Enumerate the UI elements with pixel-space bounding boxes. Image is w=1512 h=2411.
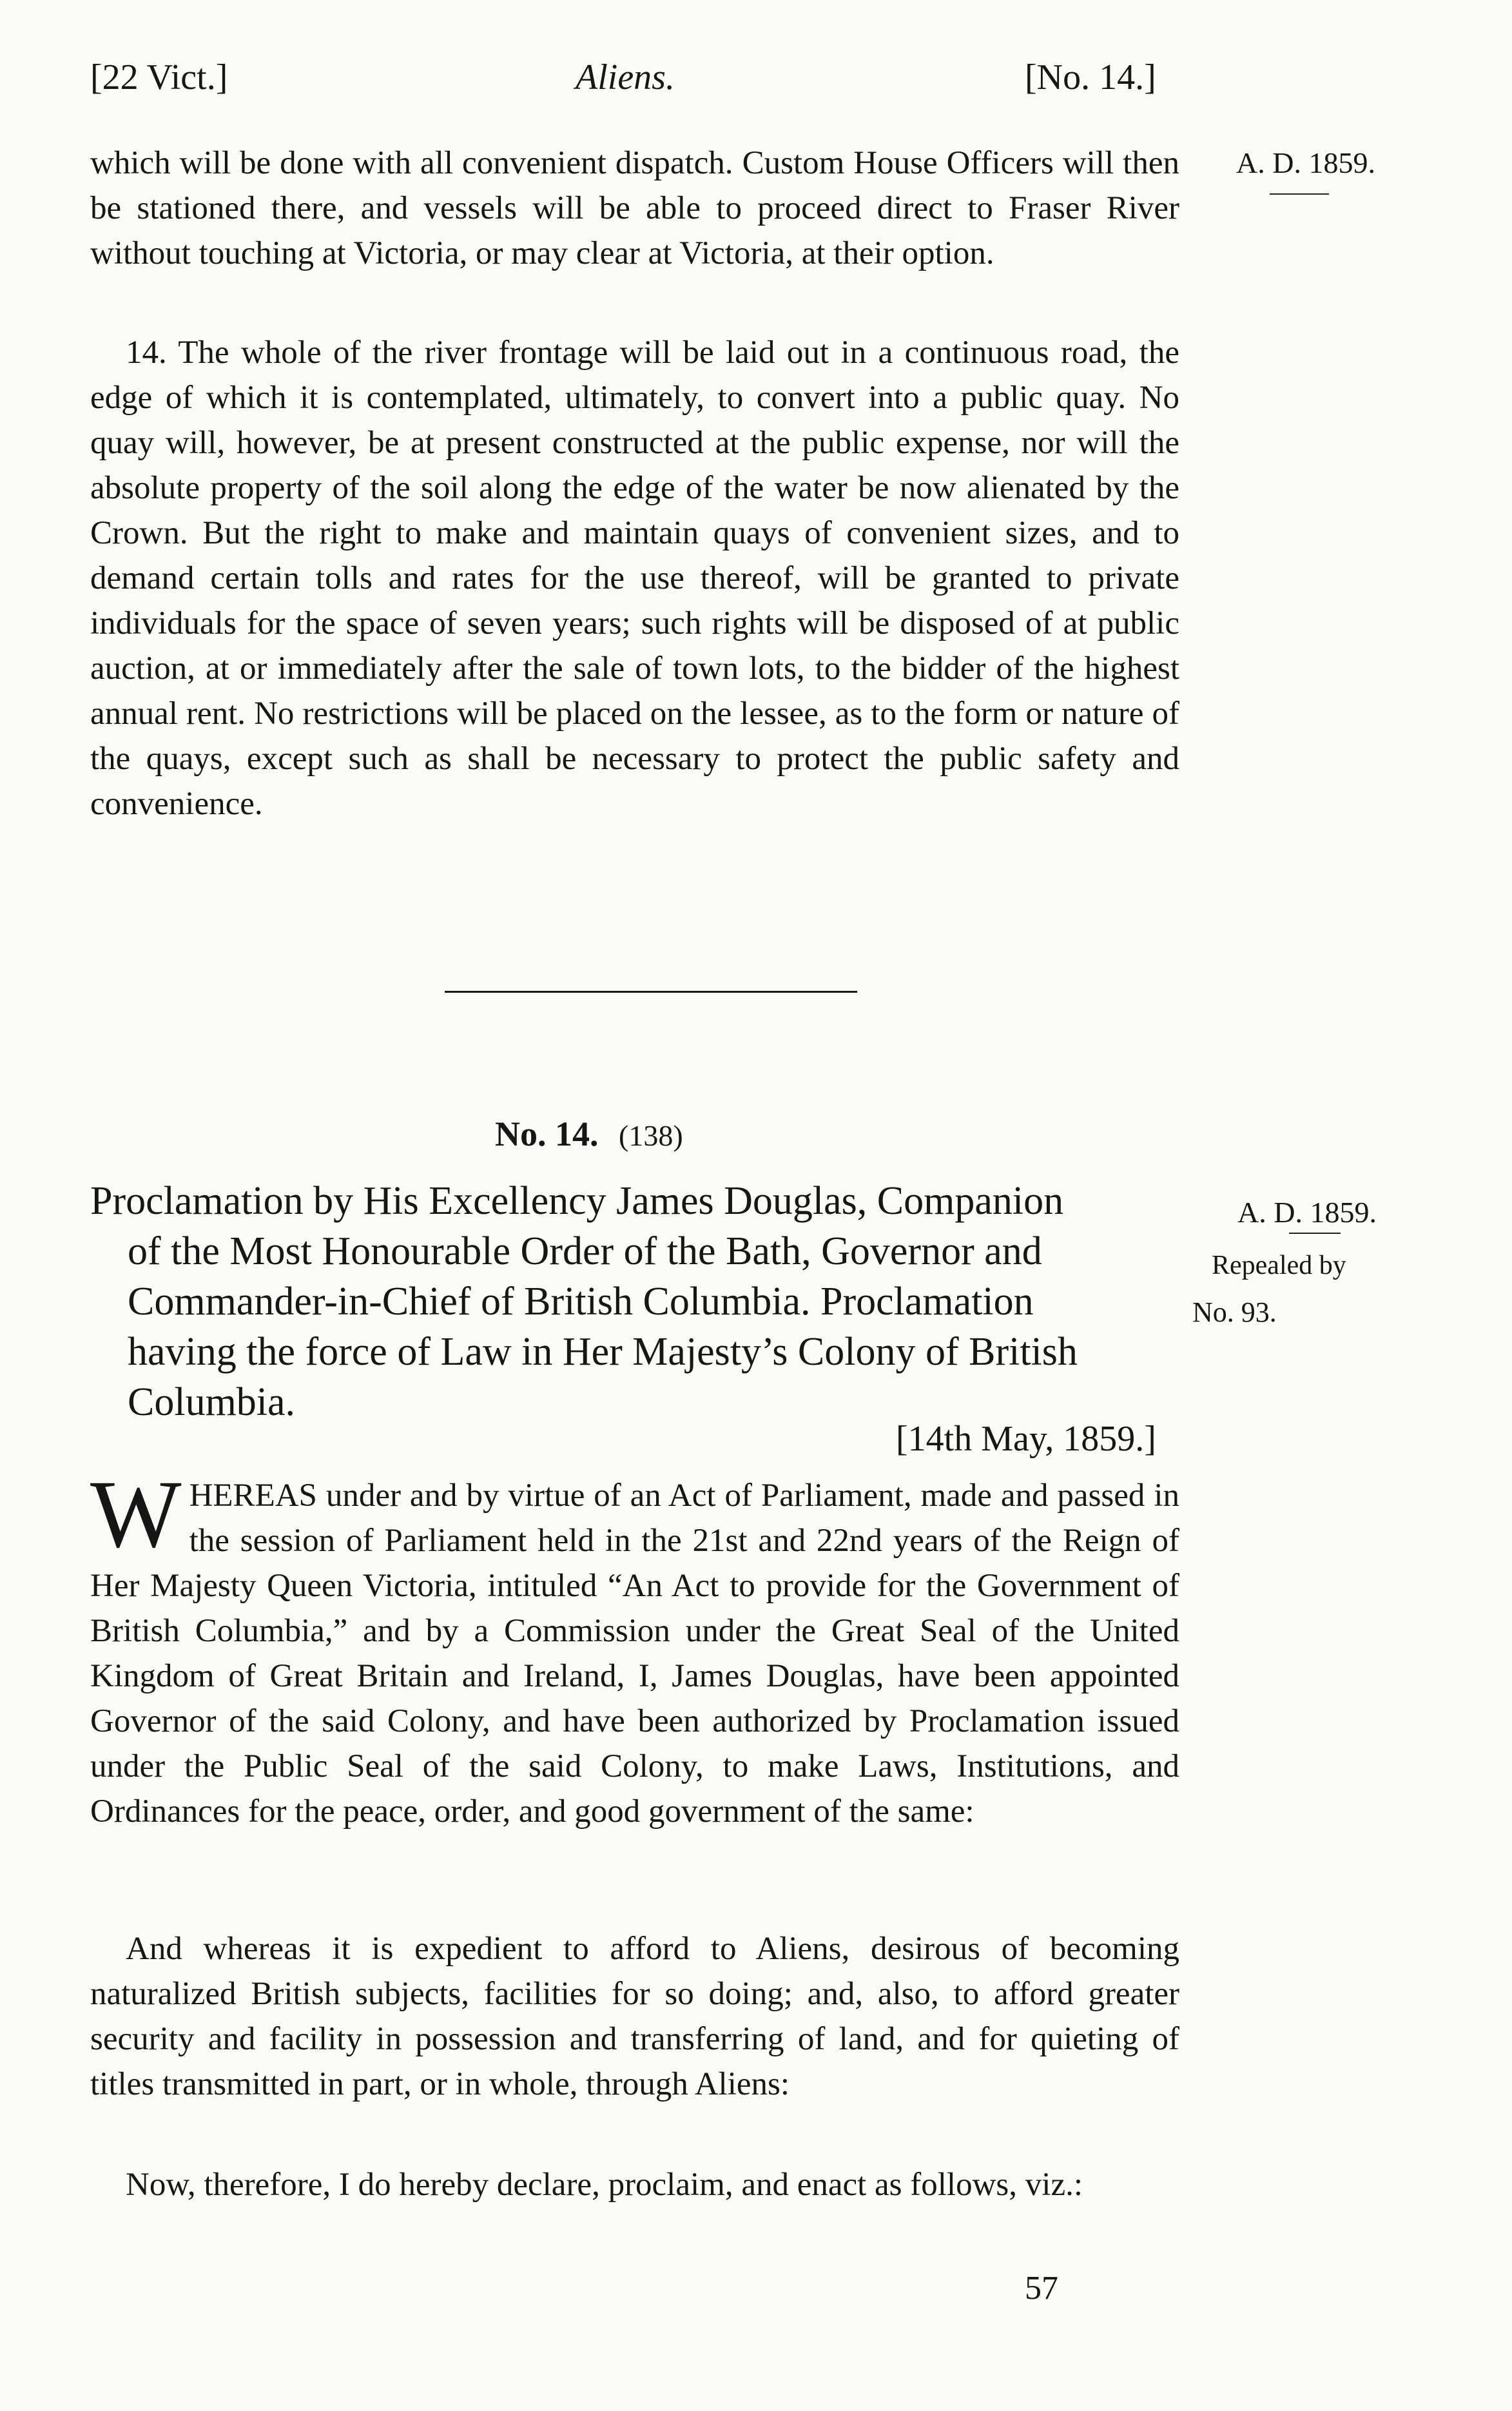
- enacting-clause: Now, therefore, I do hereby declare, proclaim, and enact as follows, viz.:: [126, 2167, 1083, 2203]
- continued-paragraph: which will be done with all convenient dispatch. Custom House Officers will then be stationed there, and vessels will be able to proceed direct to Fraser River without touching at Victoria, or may clear at Victoria, at their option.: [90, 145, 1179, 271]
- act-title-line: of the Most Honourable Order of the Bath, Governor and: [128, 1229, 1042, 1273]
- act-reference: (138): [619, 1119, 683, 1152]
- section-14: 14. The whole of the river frontage will be laid out in a continuous road, the edge of which it is contemplated, ultimately, to convert into a public quay. No quay will, however, be at present constructed at the public expense, nor will the absolute property of the soil along the edge of the water be now alienated by the Crown. But the right to make and maintain quays of convenient sizes, and to demand certain tolls and rates for the use thereof, will be granted to private individuals for the space of seven years; such rights will be disposed of at public auction, at or immediately after the sale of town lots, to the bidder of the highest annual rent. No restrictions will be placed on the lessee, as to the form or nature of the quays, except such as shall be necessary to protect the public safety and convenience.: [90, 335, 1179, 822]
- margin-note-year-top: A. D. 1859.: [1236, 146, 1375, 179]
- margin-note-repealed: Repealed by: [1212, 1251, 1346, 1280]
- margin-dash-top: [1270, 193, 1329, 195]
- and-whereas-paragraph: And whereas it is expedient to afford to Aliens, desirous of becoming naturalized British subjects, facilities for so doing; and, also, to afford greater security and facility in possession and transferring of land, and for quieting of titles transmitted in part, or in whole, through Aliens:: [90, 1931, 1179, 2102]
- whereas-text: HEREAS under and by virtue of an Act of Parliament, made and passed in the session of Parliament held in the 21st and 22nd years of the Reign of Her Majesty Queen Victoria, intituled “An Act to provide for the Government of British Columbia,” and by a Commission under the Great Seal of the United Kingdom of Great Britain and Ireland, I, James Douglas, have been appointed Governor of the said Colony, and have been authorized by Proclamation issued under the Public Seal of the said Colony, to make Laws, Institutions, and Ordinances for the peace, order, and good government of the same:: [90, 1478, 1179, 1830]
- margin-note-repealing-act: No. 93.: [1192, 1296, 1277, 1328]
- running-header-right: [No. 14.]: [1025, 57, 1156, 97]
- running-header-title: Aliens.: [576, 57, 675, 97]
- margin-dash-act: [1289, 1233, 1341, 1234]
- margin-note-year-act: A. D. 1859.: [1237, 1196, 1377, 1229]
- section-separator-rule: [445, 991, 857, 993]
- act-title-line: Commander-in-Chief of British Columbia. Proclamation: [128, 1280, 1034, 1323]
- act-date: [14th May, 1859.]: [896, 1419, 1156, 1459]
- act-title: [90, 1176, 1186, 1427]
- act-heading: [495, 1114, 683, 1154]
- act-title-line: Proclamation by His Excellency James Douglas, Companion: [90, 1179, 1064, 1223]
- whereas-paragraph: [90, 1461, 1179, 1834]
- act-title-line: Columbia.: [128, 1380, 296, 1424]
- act-title-line: having the force of Law in Her Majesty’s Colony of British: [128, 1330, 1078, 1374]
- running-header-left: [22 Vict.]: [90, 57, 228, 97]
- drop-cap: W: [90, 1461, 182, 1568]
- page-number: 57: [1025, 2270, 1058, 2307]
- act-number: No. 14.: [495, 1115, 599, 1153]
